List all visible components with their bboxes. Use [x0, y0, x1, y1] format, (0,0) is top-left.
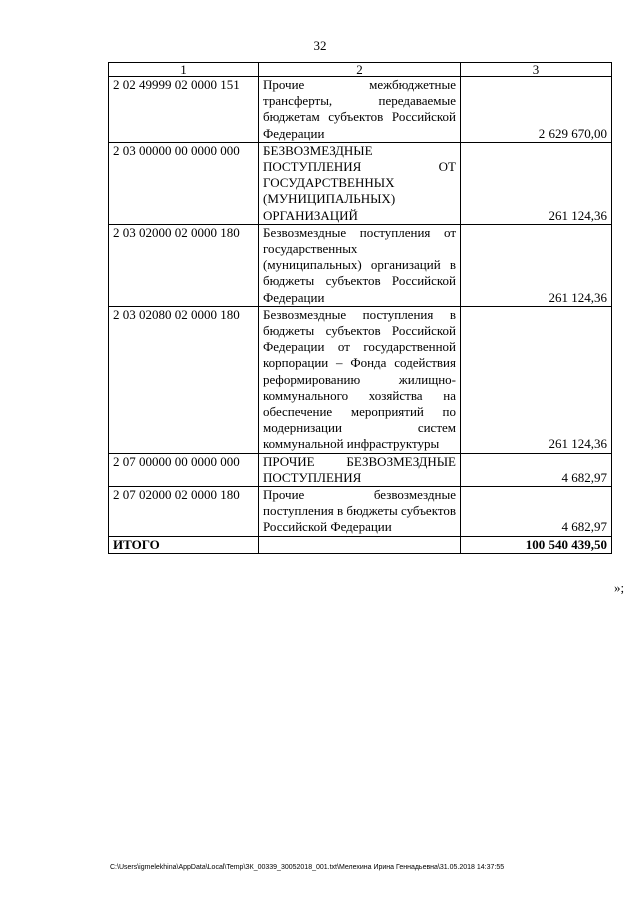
amount-cell [461, 224, 612, 306]
total-row [109, 536, 612, 553]
revenue-description: БЕЗВОЗМЕЗДНЫЕ ПОСТУПЛЕНИЯ ОТ ГОСУДАРСТВЕННЫХ (МУНИЦИПАЛЬНЫХ) ОРГАНИЗАЦИЙ [259, 142, 461, 224]
footer-file-path: C:\Users\igmelekhina\AppData\Local\Temp\ЗК_00339_30052018_001.txt\Мелехина Ирина Геннадьевна\31.05.2018 14:37:55 [110, 864, 505, 871]
header-cell-2: 2 [259, 63, 461, 77]
total-amount: 100 540 439,50 [525, 536, 607, 552]
amount-cell [461, 77, 612, 143]
amount-value: 261 124,36 [548, 207, 607, 223]
budget-code: 2 02 49999 02 0000 151 [109, 77, 259, 143]
budget-code: 2 03 02000 02 0000 180 [109, 224, 259, 306]
table-row [109, 142, 612, 224]
revenue-description: Безвозмездные поступления в бюджеты субъектов Российской Федерации от государственной корпорации – Фонда содействия реформированию жилищно-коммунального хозяйства на обеспечение мероприятий по модернизации систем коммунальной инфраструктуры [259, 306, 461, 453]
revenue-description: ПРОЧИЕ БЕЗВОЗМЕЗДНЫЕ ПОСТУПЛЕНИЯ [259, 453, 461, 486]
revenue-table [108, 62, 612, 554]
revenue-description: Прочие межбюджетные трансферты, передаваемые бюджетам субъектов Российской Федерации [259, 77, 461, 143]
amount-cell [461, 306, 612, 453]
amount-cell [461, 142, 612, 224]
table-row [109, 487, 612, 537]
amount-value: 261 124,36 [548, 289, 607, 305]
table-row [109, 77, 612, 143]
budget-code: 2 07 02000 02 0000 180 [109, 487, 259, 537]
amount-value: 261 124,36 [548, 436, 607, 452]
page-number: 32 [313, 38, 327, 53]
budget-code: 2 03 02080 02 0000 180 [109, 306, 259, 453]
table-header-row [109, 63, 612, 77]
total-amount-cell [461, 536, 612, 553]
total-description [259, 536, 461, 553]
budget-code: 2 03 00000 00 0000 000 [109, 142, 259, 224]
total-label: ИТОГО [109, 536, 259, 553]
budget-code: 2 07 00000 00 0000 000 [109, 453, 259, 486]
revenue-description: Прочие безвозмездные поступления в бюджеты субъектов Российской Федерации [259, 487, 461, 537]
revenue-description: Безвозмездные поступления от государственных (муниципальных) организаций в бюджеты субъектов Российской Федерации [259, 224, 461, 306]
amount-value: 4 682,97 [561, 469, 607, 485]
amount-value: 2 629 670,00 [538, 125, 607, 141]
table-row [109, 224, 612, 306]
closing-quote-mark: »; [614, 580, 625, 595]
header-cell-3: 3 [461, 63, 612, 77]
amount-cell [461, 487, 612, 537]
header-cell-1: 1 [109, 63, 259, 77]
amount-cell [461, 453, 612, 486]
table-row [109, 453, 612, 486]
amount-value: 4 682,97 [561, 519, 607, 535]
table-row [109, 306, 612, 453]
